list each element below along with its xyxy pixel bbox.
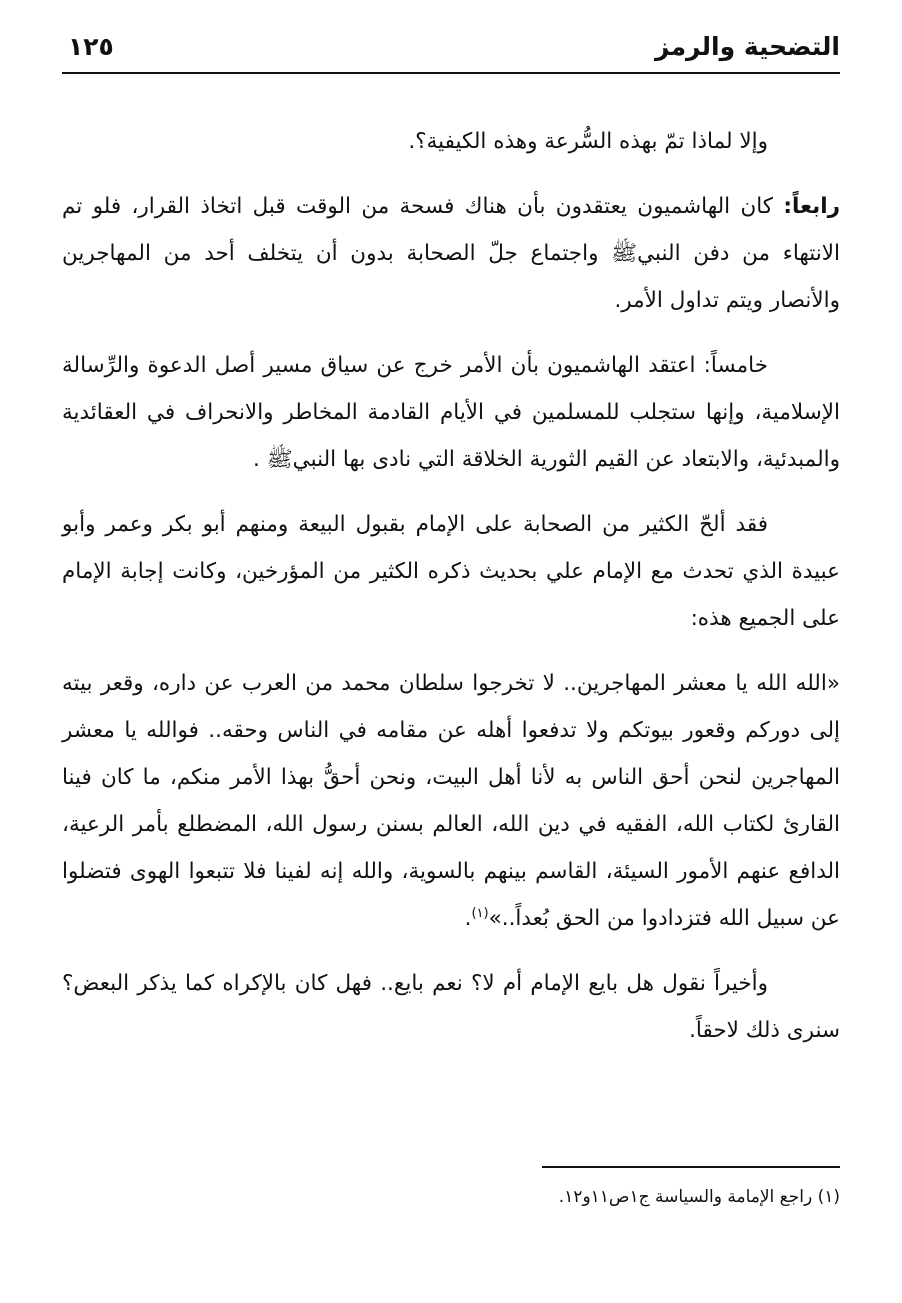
paragraph-4: فقد ألحّ الكثير من الصحابة على الإمام بقبول البيعة ومنهم أبو بكر وعمر وأبو عبيدة الذي تحدث مع الإمام علي بحديث ذكره الكثير من المؤرخين، وكانت إجابة الإمام على الجميع هذه: [62, 512, 840, 631]
paragraph-2 [62, 183, 840, 324]
body-text [62, 118, 840, 1072]
quotation [62, 660, 840, 942]
paragraph-1: وإلا لماذا تمّ بهذه السُّرعة وهذه الكيفية؟. [408, 129, 768, 154]
document-page [62, 0, 840, 1303]
footnote-ref: (١) [471, 905, 489, 921]
quotation-end: . [464, 906, 472, 931]
page-header [62, 28, 840, 74]
paragraph-3: خامساً: اعتقد الهاشميون بأن الأمر خرج عن سياق مسير أصل الدعوة والرِّسالة الإسلامية، وإنها ستجلب للمسلمين في الأيام القادمة المخاطر والانحراف في العقائدية والمبدئية، والابتعاد عن القيم الثورية الخلاقة التي نادى بها النبيﷺ . [62, 353, 840, 472]
footnote-divider [542, 1166, 840, 1168]
paragraph-6: وأخيراً نقول هل بايع الإمام أم لا؟ نعم بايع.. فهل كان بالإكراه كما يذكر البعض؟ سنرى ذلك لاحقاً. [62, 971, 840, 1043]
running-title: التضحية والرمز [655, 32, 840, 61]
page-number: ١٢٥ [68, 32, 114, 61]
quotation-text: «الله الله يا معشر المهاجرين.. لا تخرجوا سلطان محمد من العرب عن داره، وقعر بيته إلى دوركم وقعور بيوتكم ولا تدفعوا أهله عن مقامه في الناس وحقه.. فوالله يا معشر المهاجرين لنحن أحق الناس به لأنا أهل البيت، ونحن أحقُّ بهذا الأمر منكم، ما كان فينا القارئ لكتاب الله، الفقيه في دين الله، العالم بسنن رسول الله، المضطلع بأمر الرعية، الدافع عنهم الأمور السيئة، القاسم بينهم بالسوية، والله إنه لفينا فلا تتبعوا الهوى فتضلوا عن سبيل الله فتزدادوا من الحق بُعداً..» [62, 671, 840, 931]
paragraph-2-lead: رابعاً: [783, 194, 840, 219]
footnote: (١) راجع الإمامة والسياسة ج١ص١١و١٢. [558, 1187, 840, 1207]
paragraph-2-text: كان الهاشميون يعتقدون بأن هناك فسحة من الوقت قبل اتخاذ القرار، فلو تم الانتهاء من دفن النبيﷺ واجتماع جلّ الصحابة بدون أن يتخلف أحد من المهاجرين والأنصار ويتم تداول الأمر. [62, 194, 840, 313]
